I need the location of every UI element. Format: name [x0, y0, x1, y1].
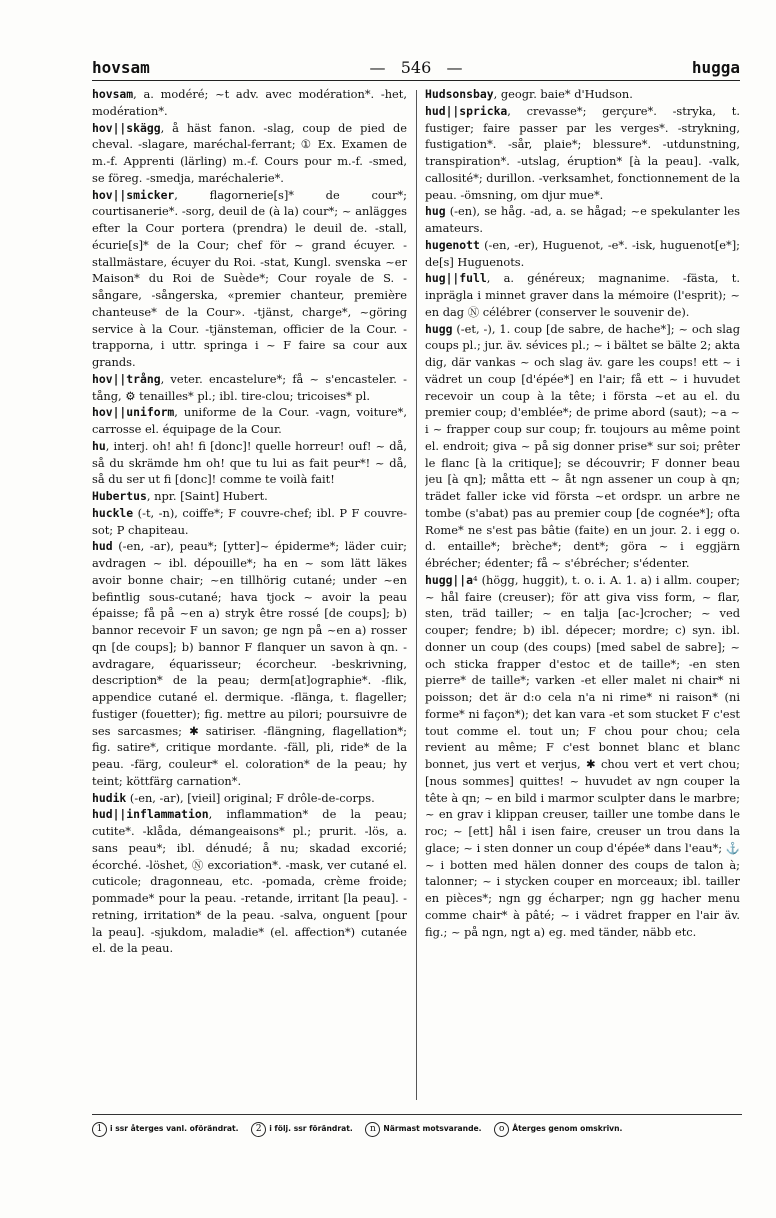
entry-headword: hovsam: [92, 87, 134, 101]
entry-headword: hov||trång: [92, 371, 161, 386]
footnote: [251, 1122, 353, 1137]
entry-text: , crevasse*; gerçure*. -stryka, t. fustiger; faire passer par les verges*. -strykning, fustigation*. -sår, plaie*; blessure*. -utdunstning, transpiration*. -utslag, éruption* [à la peau]. -valk, callosité*; durillon. -verksamhet, fonctionnement de la peau. -ömsning, om djur mue*.: [425, 103, 740, 202]
entry-text: , inflammation* de la peau; cutite*. -klåda, démangeaisons* pl.; prurit. -lös, a. sans peau*; ibl. dénudé; å nu; skadad excorié; écorché. -löshet, Ⓝ excoriation*. -mask, ver cutané el. cuticole; dragonneau, etc. -pomada, crème froide; pommade* pour la peau. -retande, irritant [la peau]. -retning, irritation* de la peau. -salva, onguent [pour la peau]. -sjukdom, maladie* (el. affection*) cutanée el. de la peau.: [92, 807, 407, 956]
entry: [92, 404, 407, 438]
entry-text: (-en, -ar), [vieil] original; F drôle-de-corps.: [126, 790, 375, 805]
circled-two-symbol: 2: [251, 1122, 266, 1137]
entry: [92, 86, 407, 120]
entry-headword: hug: [425, 204, 446, 219]
footnote: [365, 1122, 481, 1137]
entry: [92, 538, 407, 789]
entry: [425, 270, 740, 320]
right-column: [425, 86, 740, 1106]
circled-n-symbol: n: [365, 1122, 380, 1137]
circled-o-symbol: o: [494, 1122, 509, 1137]
entry-text: , å häst fanon. -slag, coup de pied de cheval. -slagare, maréchal-ferrant; ① Ex. Examen de m.-f. Apprenti (lärling) m.-f. Cours pour m.-f. -smed, se föreg. -smedja, maréchalerie*.: [92, 120, 407, 185]
entry-headword: hudik: [92, 790, 127, 805]
entry-headword: hov||skägg: [92, 120, 161, 135]
entry-text: (-en, -ar), peau*; [ytter]~ épiderme*; läder cuir; avdragen ~ ibl. dépouille*; ha en ~ som lätt läkes avoir bonne chair; ~en tillhörig cutané; under ~en befintlig sous-cutané; hava tjock ~ avoir la peau épaisse; få på ~en a) stryk être rossé [de coups]; b) bannor recevoir F un savon; ge ngn på ~en a) rosser qn [de coups]; b) bannor F flanquer un savon à qn. -avdragare, équarisseur; écorcheur. -beskrivning, description* de la peau; derm[at]ographie*. -flik, appendice cutané el. dermique. -flänga, t. flageller; fustiger (fouetter); fig. mettre au pilori; poursuivre de ses sarcasmes; ✱ satiriser. -flängning, flagellation*; fig. satire*, critique mordante. -fäll, pli, ride* de la peau. -färg, couleur* el. coloration* de la peau; hy teint; köttfärg carnation*.: [92, 539, 407, 788]
footnote-text: i följ. ssr förändrat.: [269, 1124, 353, 1133]
entry-headword: Hubertus: [92, 489, 147, 503]
entry-text: , npr. [Saint] Hubert.: [146, 489, 268, 503]
entry-headword: hugenott: [425, 237, 480, 252]
entry-headword: hov||uniform: [92, 405, 175, 420]
entry: [92, 187, 407, 371]
entry-text: (-en, -er), Huguenot, -e*. -isk, huguenot[e*]; de[s] Huguenots.: [425, 237, 740, 269]
entry-text: , geogr. baie* d'Hudson.: [493, 87, 633, 101]
entry-headword: hud||spricka: [425, 103, 508, 118]
page-header: [92, 50, 740, 81]
right-running-headword: hugga: [691, 58, 740, 77]
footnote-text: i ssr återges vanl. oförändrat.: [110, 1124, 239, 1133]
entry-headword: hug||full: [425, 271, 487, 286]
entry-headword: Hudsonsbay: [425, 87, 494, 101]
entry: [425, 203, 740, 237]
entry-text: , uniforme de la Cour. -vagn, voiture*, carrosse el. équipage de la Cour.: [92, 405, 407, 436]
entry-headword: hugg: [425, 321, 453, 336]
entry: [92, 790, 407, 807]
entry-headword: hov||smicker: [92, 187, 175, 202]
entry-text: , flagornerie[s]* de cour*; courtisanerie*. -sorg, deuil de (à la) cour*; ~ anlägges efter la Cour portera (prendra) le deuil de. -stall, écurie[s]* de la Cour; chef för ~ grand écuyer. -stallmästare, écuyer du Roi. -stat, Kungl. svenska ~er Maison* du Roi de Suède*; Cour royale de S. -sångare, -sångerska, «premier chanteur, première chanteuse* de la Cour». -tjänst, charge*, ~göring service à la Cour. -tjänsteman, officier de la Cour. -trapporna, i uttr. springa i ~ F faire sa cour aux grands.: [92, 187, 407, 369]
entry: [92, 505, 407, 539]
entry-columns: [92, 86, 740, 1106]
entry-text: , a. généreux; magnanime. -fästa, t. inprägla i minnet graver dans la mémoire (l'esprit); ~ en dag Ⓝ célébrer (conserver le souvenir de).: [425, 271, 740, 319]
entry: [92, 120, 407, 187]
entry-text: ⁴ (högg, huggit), t. o. i. A. 1. a) i allm. couper; ~ hål faire (creuser); för att giva viss form, ~ flar, sten, träd tailler; ~ en talja [ac-]crocher; ~ ved couper; fendre; b) ibl. dépecer; mordre; c) syn. ibl. donner un coup (des coups) [med sabel de sabre]; ~ och sticka frapper d'estoc et de taille*; -en sten pierre* de taille*; varken -et eller malet ni chair* ni poisson; det är d:o cela n'a ni rime* ni raison* (ni forme* ni façon*); det kan vara -et som stucket F c'est tout comme el. tout un; F chou pour chou; cela revient au même; F c'est bonnet blanc et blanc bonnet, jus vert et verjus, ✱ chou vert et vert chou; [nous sommes] quittes! ~ huvudet av ngn couper la tête à qn; ~ en bild i marmor sculpter dans le marbre; ~ en grav i klippan creuser, tailler une tombe dans le roc; ~ [ett] hål i isen faire, creuser un trou dans la glace; ~ i sten donner un coup d'épée* dans l'eau*; ⚓ ~ i botten med hälen donner des coups de talon à; talonner; ~ i stycken couper en morceaux; ibl. tailler en pièces*; ngn gg écharper; ngn gg hacher menu comme chair* à pâté; ~ i vädret frapper en l'air äv. fig.; ~ på ngn, ngt a) eg. med tänder, näbb etc.: [425, 572, 740, 939]
entry-headword: hud: [92, 539, 113, 554]
entry: [425, 321, 740, 572]
entry: [425, 572, 740, 941]
entry-text: , interj. oh! ah! fi [donc]! quelle horreur! ouf! ~ då, så du skrämde hm oh! que tu lui as fait peur*! ~ då, så du ser ut fi [donc]! comme te voilà fait!: [92, 438, 407, 487]
footnote: [494, 1122, 622, 1137]
entry: [92, 488, 407, 505]
entry-headword: hugg||a: [425, 572, 474, 587]
entry-text: (-et, -), 1. coup [de sabre, de hache*]; ~ och slag coups pl.; jur. äv. sévices pl.; ~ i bältet se bälte 2; akta dig, där vankas ~ och slag äv. gare les coups! ett ~ i vädret un coup [d'épée*] en l'air; få ett ~ i huvudet recevoir un coup à la tête; i första ~et au el. du premier coup; d'emblée*; de prime abord (saut); ~a ~ i ~ frapper coup sur coup; fr. toujours au même point el. endroit; giva ~ på sig donner prise* sur soi; prêter le flanc [à la critique]; se découvrir; F donner beau jeu [à qn]; måtta ett ~ åt ngn assener un coup à qn; trädet faller icke vid första ~et ordspr. un arbre ne tombe (s'abat) pas au premier coup [de cognée*]; ofta Rome* ne s'est pas bâtie (faite) en un jour. 2. i egg o. d. entaille*; brèche*; dent*; göra ~ i eggjärn ébrécher; édenter; få ~ s'ébrécher; s'édenter.: [425, 321, 740, 570]
entry: [425, 237, 740, 271]
entry: [425, 86, 740, 103]
entry-text: (-en), se håg. -ad, a. se hågad; ~e spekulanter les amateurs.: [425, 204, 740, 235]
circled-one-symbol: 1: [92, 1122, 107, 1137]
page-number: — 546 —: [92, 58, 740, 77]
left-running-headword: hovsam: [92, 58, 150, 77]
footnote-legend: [92, 1114, 742, 1137]
entry-headword: huckle: [92, 505, 134, 520]
entry-text: , veter. encastelure*; få ~ s'encasteler. -tång, ⚙ tenailles* pl.; ibl. tire-clou; tricoises* pl.: [92, 371, 407, 403]
footnote-text: Närmast motsvarande.: [383, 1124, 482, 1133]
footnote-text: Återges genom omskrivn.: [512, 1124, 623, 1133]
entry-headword: hu: [92, 438, 106, 453]
entry: [92, 806, 407, 957]
column-divider: [416, 90, 417, 1100]
entry-text: (-t, -n), coiffe*; F couvre-chef; ibl. P F couvre-sot; P chapiteau.: [92, 505, 407, 537]
entry: [92, 371, 407, 405]
entry: [425, 103, 740, 204]
entry: [92, 438, 407, 488]
footnote: [92, 1122, 239, 1137]
entry-text: , a. modéré; ~t adv. avec modération*. -het, modération*.: [92, 87, 407, 118]
entry-headword: hud||inflammation: [92, 807, 209, 822]
left-column: [92, 86, 407, 1106]
